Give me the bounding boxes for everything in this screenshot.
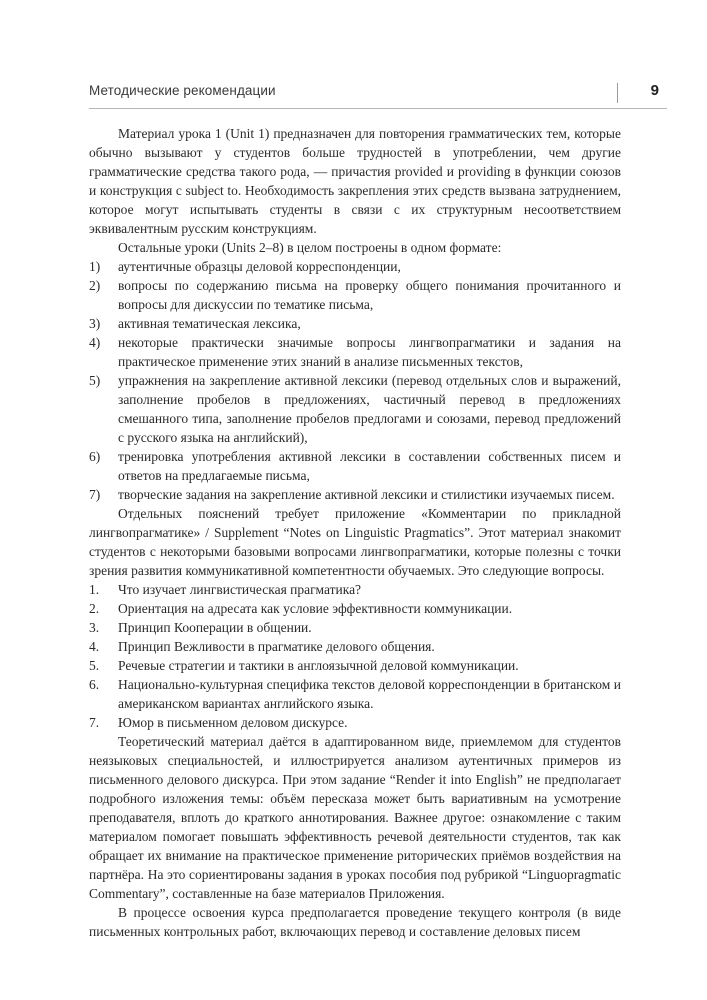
list-marker: 5. bbox=[89, 658, 100, 673]
list-marker: 7. bbox=[89, 715, 100, 730]
header-divider bbox=[617, 83, 618, 103]
list-marker: 4) bbox=[89, 335, 101, 350]
paragraph-unit-1: Материал урока 1 (Unit 1) предназначен для повторения грамматических тем, которые обычно вызывают у студентов больше трудностей в употреблении, чем другие грамматические средства такого рода, — причастия provided и providing в функции союзов и конструкция с subject to. Необходимость закрепления этих средств вызвана затруднением, которое могут испытывать студенты в связи с их структурным несоответствием эквивалентным русским конструкциям. bbox=[89, 126, 621, 236]
list-item-text: творческие задания на закрепление активной лексики и стилистики изучаемых писем. bbox=[118, 487, 615, 502]
list-item-text: упражнения на закрепление активной лексики (перевод отдельных слов и выражений, заполнение пробелов в предложениях, частичный перевод в предложениях смешанного типа, заполнение пробелов предлогами и союзами, перевод предложений с русского языка на английский), bbox=[118, 373, 621, 445]
list-item bbox=[89, 637, 621, 656]
list-marker: 3. bbox=[89, 620, 100, 635]
page-header bbox=[89, 83, 667, 105]
list-marker: 6) bbox=[89, 449, 101, 464]
paragraph-theory: Теоретический материал даётся в адаптированном виде, приемлемом для студентов неязыковых специальностей, и иллюстрируется анализом аутентичных примеров из письменного делового дискурса. При этом задание “Render it into English” не предполагает подробного изложения темы: объём пересказа может быть вариативным на усмотрение преподавателя, вплоть до краткого аннотирования. Важнее другое: ознакомление с таким материалом помогает повышать эффективность речевой деятельности студентов, так как обращает их внимание на практическое применение риторических приёмов воздействия на партнёра. На это сориентированы задания в уроках пособия под рубрикой “Linguopragmatic Commentary”, составленные на базе материалов Приложения. bbox=[89, 734, 621, 901]
list-item bbox=[89, 333, 621, 371]
list-item-text: тренировка употребления активной лексики в составлении собственных писем и ответов на предлагаемые письма, bbox=[118, 449, 621, 483]
list-item bbox=[89, 599, 621, 618]
paragraph-supplement: Отдельных пояснений требует приложение «Комментарии по прикладной лингвопрагматике» / Supplement “Notes on Linguistic Pragmatics”. Этот материал знакомит студентов с некоторыми базовыми вопросами лингвопрагматики, которые полезны с точки зрения развития коммуникативной компетентности обучаемых. Это следующие вопросы. bbox=[89, 506, 621, 578]
format-list bbox=[89, 257, 621, 504]
list-item bbox=[89, 713, 621, 732]
page-number: 9 bbox=[650, 82, 659, 99]
list-item-text: активная тематическая лексика, bbox=[118, 316, 301, 331]
page-body bbox=[89, 124, 621, 941]
list-item-text: аутентичные образцы деловой корреспонденции, bbox=[118, 259, 401, 274]
list-item-text: некоторые практически значимые вопросы лингвопрагматики и задания на практическое применение этих знаний в анализе письменных текстов, bbox=[118, 335, 621, 369]
list-item-text: Юмор в письменном деловом дискурсе. bbox=[118, 715, 348, 730]
paragraph-control: В процессе освоения курса предполагается проведение текущего контроля (в виде письменных контрольных работ, включающих перевод и составление деловых писем bbox=[89, 905, 621, 939]
list-item bbox=[89, 618, 621, 637]
list-item bbox=[89, 314, 621, 333]
list-marker: 2) bbox=[89, 278, 101, 293]
header-rule bbox=[89, 108, 667, 109]
list-marker: 7) bbox=[89, 487, 101, 502]
list-marker: 1. bbox=[89, 582, 100, 597]
list-item-text: Национально-культурная специфика текстов деловой корреспонденции в британском и американском вариантах английского языка. bbox=[118, 677, 621, 711]
list-item-text: Принцип Вежливости в прагматике делового общения. bbox=[118, 639, 435, 654]
list-item bbox=[89, 485, 621, 504]
list-marker: 2. bbox=[89, 601, 100, 616]
list-marker: 6. bbox=[89, 677, 100, 692]
list-item-text: Принцип Кооперации в общении. bbox=[118, 620, 312, 635]
list-item-text: Ориентация на адресата как условие эффективности коммуникации. bbox=[118, 601, 513, 616]
list-item bbox=[89, 257, 621, 276]
list-marker: 5) bbox=[89, 373, 101, 388]
list-marker: 1) bbox=[89, 259, 101, 274]
paragraph-units-format: Остальные уроки (Units 2–8) в целом построены в одном формате: bbox=[118, 240, 502, 255]
list-marker: 3) bbox=[89, 316, 101, 331]
list-item bbox=[89, 675, 621, 713]
list-item bbox=[89, 580, 621, 599]
list-item-text: Речевые стратегии и тактики в англоязычной деловой коммуникации. bbox=[118, 658, 519, 673]
list-marker: 4. bbox=[89, 639, 100, 654]
list-item bbox=[89, 276, 621, 314]
list-item bbox=[89, 447, 621, 485]
list-item bbox=[89, 371, 621, 447]
running-title: Методические рекомендации bbox=[89, 83, 276, 98]
topics-list bbox=[89, 580, 621, 732]
list-item bbox=[89, 656, 621, 675]
list-item-text: Что изучает лингвистическая прагматика? bbox=[118, 582, 362, 597]
list-item-text: вопросы по содержанию письма на проверку общего понимания прочитанного и вопросы для дискуссии по тематике письма, bbox=[118, 278, 621, 312]
